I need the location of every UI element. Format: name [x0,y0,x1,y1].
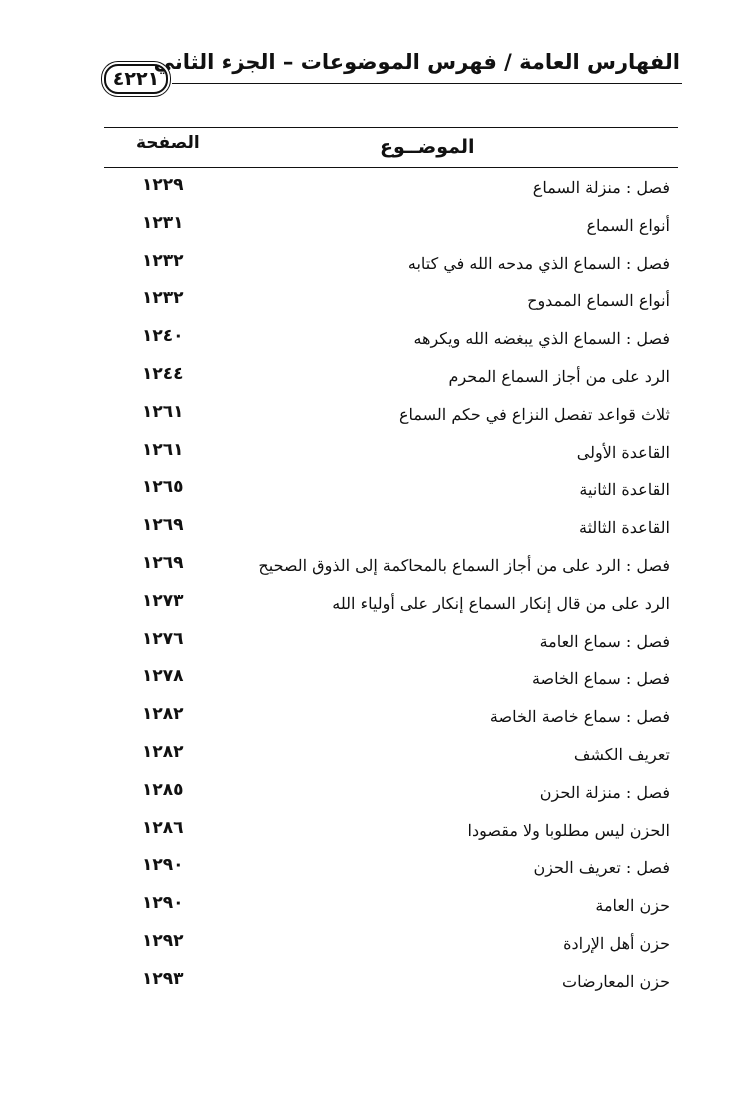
toc-page-number: ١٢٦١ [142,401,184,422]
toc-page-number: ١٢٧٦ [142,628,184,649]
toc-topic: فصل : سماع الخاصة [531,669,670,689]
toc-topic: فصل : السماع الذي يبغضه الله ويكرهه [413,329,670,349]
toc-topic: الرد على من أجاز السماع المحرم [448,366,670,386]
toc-page-number: ١٢٩٢ [142,930,184,951]
table-top-rule [104,127,678,128]
toc-page-number: ١٢٧٣ [142,590,184,611]
toc-page-number: ١٢٦٥ [142,477,184,498]
toc-row [104,626,678,664]
toc-row [104,550,678,588]
toc-page-number: ١٢٤٤ [142,363,184,384]
toc-page-number: ١٢٩٣ [142,968,184,989]
toc-row [104,588,678,626]
toc-page-number: ١٢٩٠ [142,893,184,914]
toc-topic: القاعدة الأولى [576,442,670,462]
toc-topic: فصل : سماع خاصة الخاصة [489,707,670,727]
toc-topic: الرد على من قال إنكار السماع إنكار على أولياء الله [332,593,670,613]
toc-topic: أنواع السماع [586,215,670,235]
toc-page-number: ١٢٣١ [142,212,184,233]
toc-row [104,172,678,210]
toc-topic: الحزن ليس مطلوبا ولا مقصودا [467,820,670,840]
toc-topic: فصل : منزلة الحزن [539,782,670,802]
toc-page-number: ١٢٤٠ [142,326,184,347]
toc-topic: أنواع السماع الممدوح [527,291,670,311]
toc-page-number: ١٢٦٩ [142,552,184,573]
toc-topic: فصل : الرد على من أجاز السماع بالمحاكمة إلى الذوق الصحيح [258,555,670,575]
toc-topic: القاعدة الثالثة [578,518,670,538]
toc-row [104,701,678,739]
toc-row [104,285,678,323]
toc-row [104,966,678,1004]
toc-topic: فصل : سماع العامة [539,631,670,651]
toc-page-number: ١٢٣٢ [142,250,184,271]
toc-topic: حزن العامة [595,896,670,916]
toc-topic: حزن أهل الإرادة [563,933,670,953]
toc-row [104,210,678,248]
column-header-page: الصفحة [136,133,200,153]
toc-page-number: ١٢٨٢ [142,741,184,762]
toc-row [104,890,678,928]
toc-page-number: ١٢٦٩ [142,515,184,536]
toc-row [104,323,678,361]
toc-row [104,512,678,550]
column-header-topic: الموضــوع [380,136,475,158]
toc-topic: حزن المعارضات [562,971,670,991]
toc-topic: فصل : تعريف الحزن [533,858,670,878]
toc-topic: القاعدة الثانية [579,480,670,500]
toc-row [104,815,678,853]
toc-rows [104,172,678,1004]
toc-row [104,248,678,286]
toc-page-number: ١٢٧٨ [142,666,184,687]
toc-row [104,361,678,399]
header-rule [172,83,682,84]
toc-row [104,437,678,475]
toc-topic: تعريف الكشف [573,744,670,764]
toc-topic: فصل : السماع الذي مدحه الله في كتابه [407,253,670,273]
toc-page-number: ١٢٩٠ [142,855,184,876]
toc-topic: ثلاث قواعد تفصل النزاع في حكم السماع [398,404,670,424]
toc-page-number: ١٢٦١ [142,439,184,460]
toc-page-number: ١٢٨٢ [142,704,184,725]
toc-page-number: ١٢٢٩ [142,175,184,195]
toc-row [104,852,678,890]
toc-row [104,663,678,701]
running-header-title: الفهارس العامة / فهرس الموضوعات – الجزء الثاني [153,50,680,74]
toc-row [104,928,678,966]
toc-page-number: ١٢٨٥ [142,779,184,800]
toc-row [104,399,678,437]
toc-topic: فصل : منزلة السماع [532,178,670,197]
table-header-rule [104,167,678,168]
toc-row [104,474,678,512]
toc-page-number: ١٢٣٢ [142,288,184,309]
page-number-badge: ٤٢٢١ [104,64,168,94]
toc-row [104,777,678,815]
toc-page-number: ١٢٨٦ [142,817,184,838]
toc-row [104,739,678,777]
